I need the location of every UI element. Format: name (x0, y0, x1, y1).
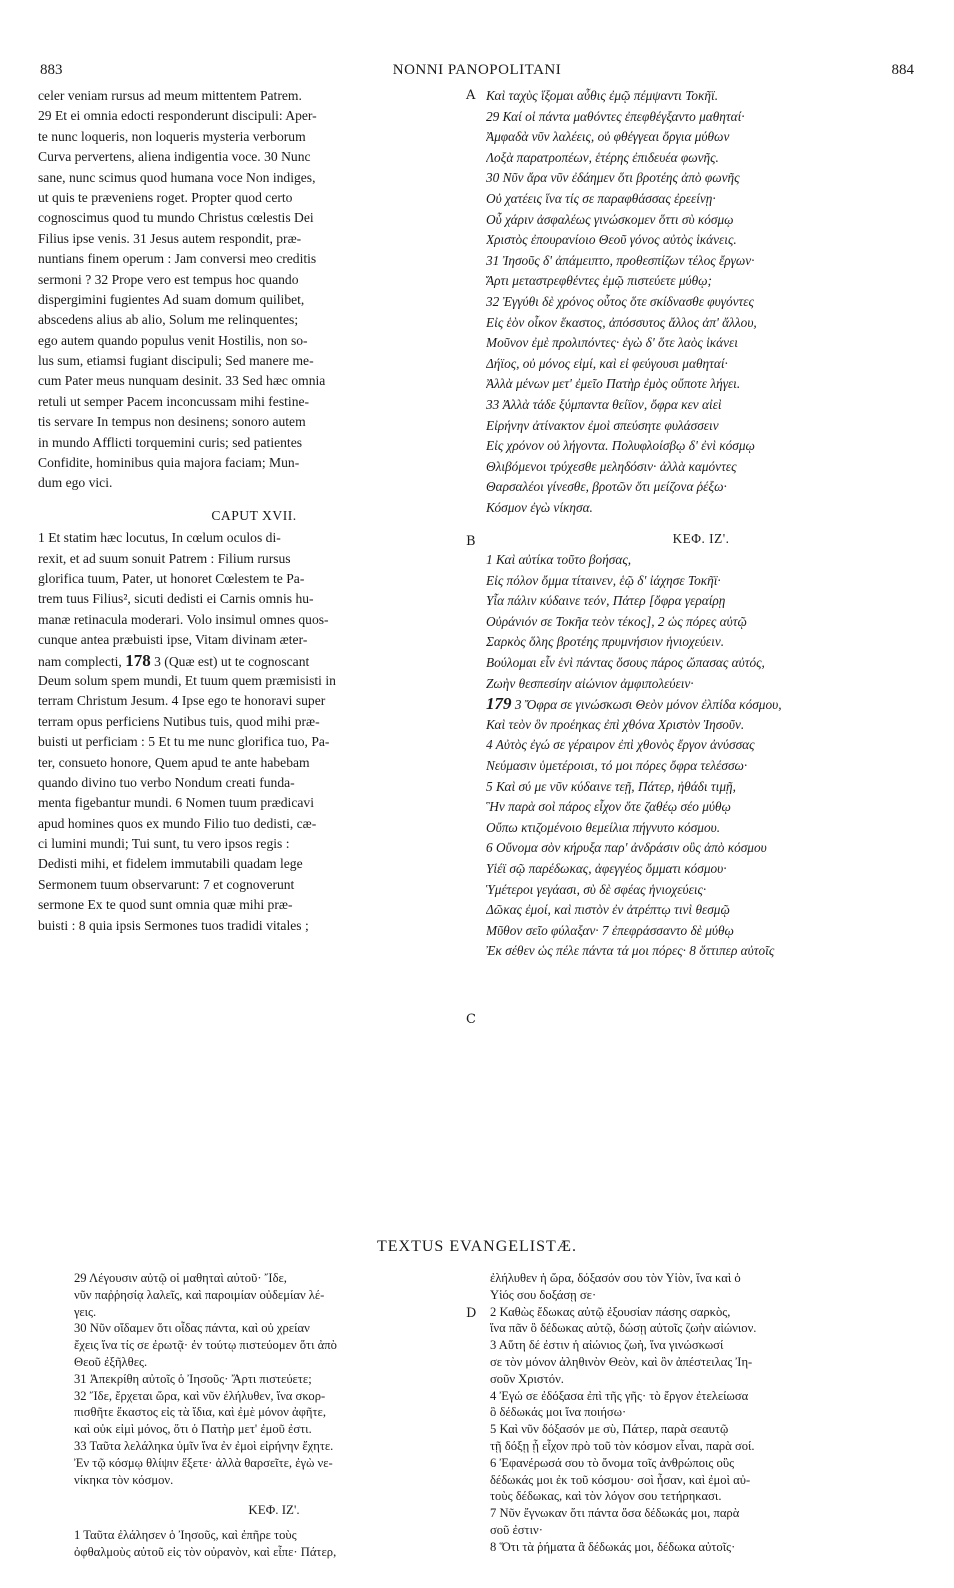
greek-line: Κόσμον ἐγὼ νίκησα. (486, 499, 593, 515)
greek-line: Σαρκὸς ὅλης βροτέης πρυμνήσιον ἡνιοχεύειν. (486, 634, 725, 650)
margin-mark-b: B (466, 534, 476, 549)
greek-line: Εἰρήνην ἀτίνακτον ἐμοὶ σπεύσητε φυλάσσειν (486, 417, 719, 433)
latin-line (38, 651, 470, 671)
greek-line: Οὐ χατέεις ἵνα τίς σε παραφθάσσας ἐρεείνῃ· (486, 190, 716, 206)
gospel-lines-left (74, 1270, 477, 1488)
gospel-line: καὶ οὐκ εἰμὶ μόνος, ὅτι ὁ Πατὴρ μετ' ἐμοῦ ἐστι. (74, 1422, 312, 1437)
greek-line: 32 Ἐγγύθι δὲ χρόνος οὗτος ὅτε σκίδνασθε φυγόντες (486, 293, 754, 309)
latin-line: abscedens alius ab alio, Solum me relinquentes; (38, 312, 299, 328)
greek-line-text: 3 Ὄφρα σε γινώσκωσι Θεὸν μόνον ἐλπίδα κόσμου, (511, 697, 782, 713)
greek-line: 33 Ἀλλὰ τάδε ξύμπαντα θείϊον, ὄφρα κεν αἰεὶ (486, 396, 722, 412)
greek-line: Βούλομαι εἶν ἑνὶ πάντας ὅσους πάρος ὤπασας αὐτός, (486, 655, 765, 671)
greek-paraphrase-bottom (486, 550, 916, 962)
gospel-line: νῦν παῤῥησίᾳ λαλεῖς, καὶ παροιμίαν οὐδεμίαν λέ- (74, 1287, 325, 1302)
greek-line: Χριστὸς ἐπουρανίοιο Θεοῦ γόνος αὐτὸς ἱκάνεις. (486, 232, 737, 248)
latin-line: tis servare In tempus non desinens; sonoro autem (38, 414, 306, 430)
gospel-line: Θεοῦ ἐξῆλθες. (74, 1354, 148, 1369)
gospel-line: Ἐν τῷ κόσμῳ θλίψιν ἕξετε· ἀλλὰ θαρσεῖτε, ἐγὼ νε- (74, 1455, 333, 1470)
greek-line: Υἷα πάλιν κύδαινε τεόν, Πάτερ [ὄφρα γεραίρῃ (486, 593, 726, 609)
greek-line: Οὔπω κτιζομένοιο θεμείλια πήγνυτο κόσμου. (486, 819, 721, 835)
greek-line: Δήϊος, οὐ μόνος εἰμί, καὶ εἰ φεύγουσι μαθηταί· (486, 355, 728, 371)
latin-line: Deum solum spem mundi, Et tuum quem præmisisti in (38, 672, 336, 688)
latin-line: ut quis te præveniens roget. Propter quod certo (38, 189, 293, 205)
greek-line: Θαρσαλέοι γίνεσθε, βροτῶν ὅτι μείζονα ῥέξω· (486, 479, 727, 495)
greek-paraphrase-top (486, 86, 916, 518)
greek-line: Ἀλλὰ μένων μετ' ἐμεῖο Πατὴρ ἐμὸς οὔποτε λήγει. (486, 376, 741, 392)
greek-line: 5 Καὶ σύ με νῦν κύδαινε τεῇ, Πάτερ, ἠθάδι τιμῇ, (486, 778, 736, 794)
latin-line: glorifica tuum, Pater, ut honoret Cœlestem te Pa- (38, 571, 305, 586)
gospel-line: 29 Λέγουσιν αὐτῷ οἱ μαθηταὶ αὐτοῦ· Ἴδε, (74, 1271, 287, 1285)
gospel-lines-left-after (74, 1527, 474, 1561)
gospel-line: 5 Καὶ νῦν δόξασόν με σὺ, Πάτερ, παρὰ σεαυτῷ (490, 1422, 729, 1437)
greek-line: Ὑμέτεροι γεγάασι, σὺ δὲ σφέας ἡνιοχεύεις· (486, 881, 707, 897)
latin-line: terram opus perficiens Nutibus tuis, quod mihi præ- (38, 713, 320, 729)
running-title: NONNI PANOPOLITANI (392, 62, 562, 78)
latin-line: Confidite, hominibus quia majora faciam; Mun- (38, 455, 300, 471)
latin-column (38, 86, 470, 936)
latin-line: trem tuus Filius², sicuti dedisti ei Carnis omnis hu- (38, 591, 314, 607)
gospel-line: 2 Καθὼς ἔδωκας αὐτῷ ἐξουσίαν πάσης σαρκὸς, (490, 1304, 731, 1319)
latin-line: celer veniam rursus ad meum mittentem Patrem. (38, 88, 302, 103)
latin-line: ci lumini mundi; Tui sunt, tu vero ipsos regis : (38, 836, 290, 852)
greek-line: Καὶ ταχὺς ἵξομαι αὖθις ἐμῷ πέμψαντι Τοκῆϊ. (486, 88, 719, 103)
gospel-line: γεις. (74, 1304, 97, 1319)
gospel-line: ἔχεις ἵνα τίς σε ἐρωτᾷ· ἐν τούτῳ πιστεύομεν ὅτι ἀπὸ (74, 1338, 337, 1353)
latin-line: cognoscimus quod tu mundo Christus cœlestis Dei (38, 210, 314, 226)
latin-paraphrase-bottom (38, 528, 470, 936)
gospel-line: σοῦν Χριστόν. (490, 1371, 564, 1386)
greek-line: Υἱέϊ σῷ παρέδωκας, ἀφεγγέος ὄμματι κόσμου· (486, 860, 727, 876)
latin-line: ter, consueto honore, Quem apud te ante habebam (38, 754, 310, 770)
greek-chapter-heading: ΚΕΦ. ΙΖ'. (672, 531, 730, 547)
latin-line: Sermonem tuum observarunt: 7 et cognoverunt (38, 876, 295, 892)
latin-line: te nunc loqueris, non loqueris mysteria verborum (38, 128, 306, 144)
margin-mark-a: A (466, 88, 476, 103)
margin-mark-c: C (466, 1012, 476, 1027)
gospel-text-right (490, 1270, 910, 1556)
column-number-latin: 178 (125, 650, 151, 670)
latin-line: in mundo Afflicti torquemini curis; sed patientes (38, 434, 303, 450)
greek-line: 6 Οὔνομα σὸν κήρυξα παρ' ἀνδράσιν οὓς ἀπὸ κόσμου (486, 840, 767, 856)
greek-line: 29 Καί οἱ πάντα μαθόντες ἐπεφθέγξαντο μαθηταί· (486, 108, 745, 124)
latin-line: dispergimini fugientes Ad suam domum quilibet, (38, 291, 305, 307)
greek-line: Μῦθον σεῖο φύλαξαν· 7 ἐπεφράσσαντο δὲ μύθῳ (486, 922, 734, 938)
gospel-lines-right (490, 1270, 910, 1556)
greek-line: 1 Καὶ αὐτίκα τοῦτο βοήσας, (486, 552, 632, 568)
greek-line: Ζωὴν θεσπεσίην αἰώνιον ἀμφιπολεύειν· (486, 675, 694, 691)
latin-line: quando divino tuo verbo Nondum creati funda- (38, 774, 295, 790)
running-header (40, 62, 914, 84)
gospel-line: 7 Νῦν ἔγνωκαν ὅτι πάντα ὅσα δέδωκάς μοι, παρὰ (490, 1506, 740, 1521)
latin-line-text: nam complecti, (38, 653, 126, 669)
greek-line: 31 Ἰησοῦς δ' ἀπάμειπτο, προθεσπίζων τέλος ἔργων· (486, 252, 755, 268)
greek-line: Μοῦνον ἐμὲ προλιπόντες· ἐγὼ δ' ὅτε λαὸς ἱκάνει (486, 335, 738, 351)
latin-line: terram Christum Jesum. 4 Ipse ego te honoravi super (38, 693, 326, 709)
gospel-line: ἵνα πᾶν ὃ δέδωκας αὐτῷ, δώσῃ αὐτοῖς ζωὴν αἰώνιον. (490, 1321, 757, 1336)
latin-chapter-heading: CAPUT XVII. (211, 507, 297, 523)
gospel-line: 3 Αὕτη δέ ἐστιν ἡ αἰώνιος ζωὴ, ἵνα γινώσκωσί (490, 1338, 724, 1353)
greek-line: Εἰς πόλον ὄμμα τίταινεν, ἑῷ δ' ἰάχησε Τοκῆϊ· (486, 572, 721, 588)
latin-line: sermone Ex te quod sunt omnia quæ mihi præ- (38, 897, 293, 913)
greek-column (486, 86, 916, 962)
latin-line: manæ retinacula moderari. Volo insimul omnes quos- (38, 611, 329, 627)
latin-line: buisti ut perficiam : 5 Et tu me nunc glorifica tuo, Pa- (38, 734, 330, 750)
gospel-line: 33 Ταῦτα λελάληκα ὑμῖν ἵνα ἐν ἐμοὶ εἰρήνην ἔχητε. (74, 1438, 334, 1453)
latin-line: menta figebantur mundi. 6 Nomen tuum prædicavi (38, 795, 314, 811)
latin-line: sane, nunc scimus quod humana voce Non indiges, (38, 169, 316, 185)
latin-line: 29 Et ei omnia edocti responderunt discipuli: Aper- (38, 108, 317, 124)
page-number-right: 884 (891, 62, 914, 78)
greek-line: Καὶ τεὸν ὃν προέηκας ἐπὶ χθόνα Χριστὸν Ἰησοῦν. (486, 716, 745, 732)
column-number-greek: 179 (486, 694, 512, 714)
gospel-line: 1 Ταῦτα ἐλάλησεν ὁ Ἰησοῦς, καὶ ἐπῆρε τοὺς (74, 1528, 297, 1543)
gospel-line: τῇ δόξῃ ᾗ εἶχον πρὸ τοῦ τὸν κόσμον εἶναι, παρὰ σοί. (490, 1438, 755, 1453)
gospel-chapter-heading: ΚΕΦ. ΙΖ'. (248, 1502, 300, 1518)
latin-line: rexit, et ad suum sonuit Patrem : Filium rursus (38, 550, 291, 566)
gospel-line: δέδωκάς μοι ἐκ τοῦ κόσμου· σοὶ ἦσαν, καὶ ἐμοὶ αὐ- (490, 1472, 751, 1487)
greek-line: Λοξὰ παρατροπέων, ἑτέρης ἐπιδευέα φωνῆς. (486, 149, 719, 165)
gospel-line: 31 Ἀπεκρίθη αὐτοῖς ὁ Ἰησοῦς· Ἄρτι πιστεύετε; (74, 1371, 312, 1386)
latin-line: Curva pervertens, aliena indigentia voce. 30 Nunc (38, 149, 311, 165)
greek-line: Ἣν παρὰ σοὶ πάρος εἶχον ὅτε ζαθέῳ σέο μύθῳ (486, 799, 731, 815)
greek-line: Εἰς ἑὸν οἶκον ἕκαστος, ἀπόσσυτος ἄλλος ἀπ' ἄλλου, (486, 314, 757, 330)
greek-line: 4 Αὐτὸς ἐγώ σε γέραιρον ἐπὶ χθονὸς ἔργον ἀνύσσας (486, 737, 755, 753)
latin-paraphrase-top (38, 86, 470, 494)
textus-heading: TEXTUS EVANGELISTÆ. (376, 1238, 578, 1255)
latin-line: 1 Et statim hæc locutus, In cœlum oculos di- (38, 530, 281, 546)
greek-line: Ἄρτι μεταστρεφθέντες ἐμῷ πιστεύετε μύθῳ; (486, 273, 712, 289)
gospel-line: 32 Ἴδε, ἔρχεται ὥρα, καὶ νῦν ἐλήλυθεν, ἵνα σκορ- (74, 1388, 326, 1403)
gospel-line: σοῦ ἐστιν· (490, 1522, 543, 1537)
gospel-line: Υἱός σου δοξάσῃ σε· (490, 1287, 597, 1302)
gospel-line: τοὺς δέδωκας, καὶ τὸν λόγον σου τετήρηκασι. (490, 1489, 722, 1504)
gospel-line: πισθῆτε ἕκαστος εἰς τὰ ἴδια, καὶ ἐμὲ μόνον ἀφῆτε, (74, 1405, 326, 1420)
gospel-line: 4 Ἐγώ σε ἐδόξασα ἐπὶ τῆς γῆς· τὸ ἔργον ἐτελείωσα (490, 1388, 749, 1403)
greek-line: Θλιβόμενοι τρύχεσθε μεληδόσιν· ἀλλὰ καμόντες (486, 458, 737, 474)
gospel-line: 8 Ὅτι τὰ ῥήματα ἃ δέδωκάς μοι, δέδωκα αὐτοῖς· (490, 1539, 736, 1554)
latin-line: buisti : 8 quia ipsis Sermones tuos tradidi vitales ; (38, 917, 309, 933)
greek-line: Δῶκας ἐμοί, καὶ πιστὸν ἐν ἀτρέπτῳ τινὶ θεσμῷ (486, 902, 730, 918)
gospel-line: 6 Ἐφανέρωσά σου τὸ ὄνομα τοῖς ἀνθρώποις οὓς (490, 1455, 735, 1470)
gospel-line: ὀφθαλμοὺς αὐτοῦ εἰς τὸν οὐρανὸν, καὶ εἶπε· Πάτερ, (74, 1544, 337, 1559)
greek-line: Οὐράνιόν σε Τοκῆα τεὸν τέκος], 2 ὡς πόρες αὐτῷ (486, 613, 747, 629)
greek-line: 30 Νῦν ἄρα νῦν ἐδάημεν ὅτι βροτέης ἀπὸ φωνῆς (486, 170, 740, 186)
greek-line: Νεύμασιν ὑμετέροισι, τό μοι πόρες ὄφρα τελέσσω· (486, 758, 748, 773)
gospel-line: νίκηκα τὸν κόσμον. (74, 1472, 174, 1487)
gospel-line: ἐλήλυθεν ἡ ὥρα, δόξασόν σου τὸν Υἱὸν, ἵνα καὶ ὁ (490, 1271, 741, 1285)
latin-line-text: 3 (Quæ est) ut te cognoscant (150, 653, 310, 669)
latin-line: retuli ut semper Pacem inconcussam mihi festine- (38, 393, 310, 409)
latin-line: lus sum, etiamsi fugiant discipuli; Sed manere me- (38, 353, 314, 369)
gospel-text-left (74, 1270, 477, 1561)
latin-line: ego autem quando populus venit Hostilis, non so- (38, 332, 308, 348)
latin-line: cum Pater meus nunquam desinit. 33 Sed hæc omnia (38, 373, 326, 389)
greek-line: Ἀμφαδὰ νῦν λαλέεις, οὐ φθέγγεαι ὄργια μύθων (486, 129, 730, 145)
greek-line: Εἰς χρόνον οὐ λήγοντα. Πολυφλοίσβῳ δ' ἐνὶ κόσμῳ (486, 438, 755, 454)
latin-line: apud homines quos ex mundo Filio tuo dedisti, cæ- (38, 815, 317, 831)
gospel-line: σε τὸν μόνον ἀληθινὸν Θεὸν, καὶ ὃν ἀπέστειλας Ἰη- (490, 1354, 753, 1369)
margin-mark-d: D (466, 1306, 477, 1321)
latin-line: Dedisti mihi, et fidelem immutabili quadam lege (38, 856, 303, 872)
latin-line: cunque antea præbuisti ipse, Vitam divinam æter- (38, 632, 308, 648)
greek-line (486, 694, 916, 715)
gospel-line: ὃ δέδωκάς μοι ἵνα ποιήσω· (490, 1405, 627, 1420)
latin-line: Filius ipse venis. 31 Jesus autem respondit, præ- (38, 230, 302, 246)
greek-line: Ἐκ σέθεν ὡς πέλε πάντα τά μοι πόρες· 8 ὅττιπερ αὐτοῖς (486, 943, 775, 959)
latin-line: sermoni ? 32 Prope vero est tempus hoc quando (38, 271, 299, 287)
latin-line: dum ego vici. (38, 475, 113, 491)
gospel-line: 30 Νῦν οἴδαμεν ὅτι οἶδας πάντα, καὶ οὐ χρείαν (74, 1321, 310, 1336)
greek-line: Οὗ χάριν ἀσφαλέως γινώσκομεν ὅττι σὺ κόσμῳ (486, 211, 734, 227)
latin-line: nuntians finem operum : Jam conversi meo creditis (38, 251, 317, 267)
page-number-left: 883 (40, 62, 63, 78)
